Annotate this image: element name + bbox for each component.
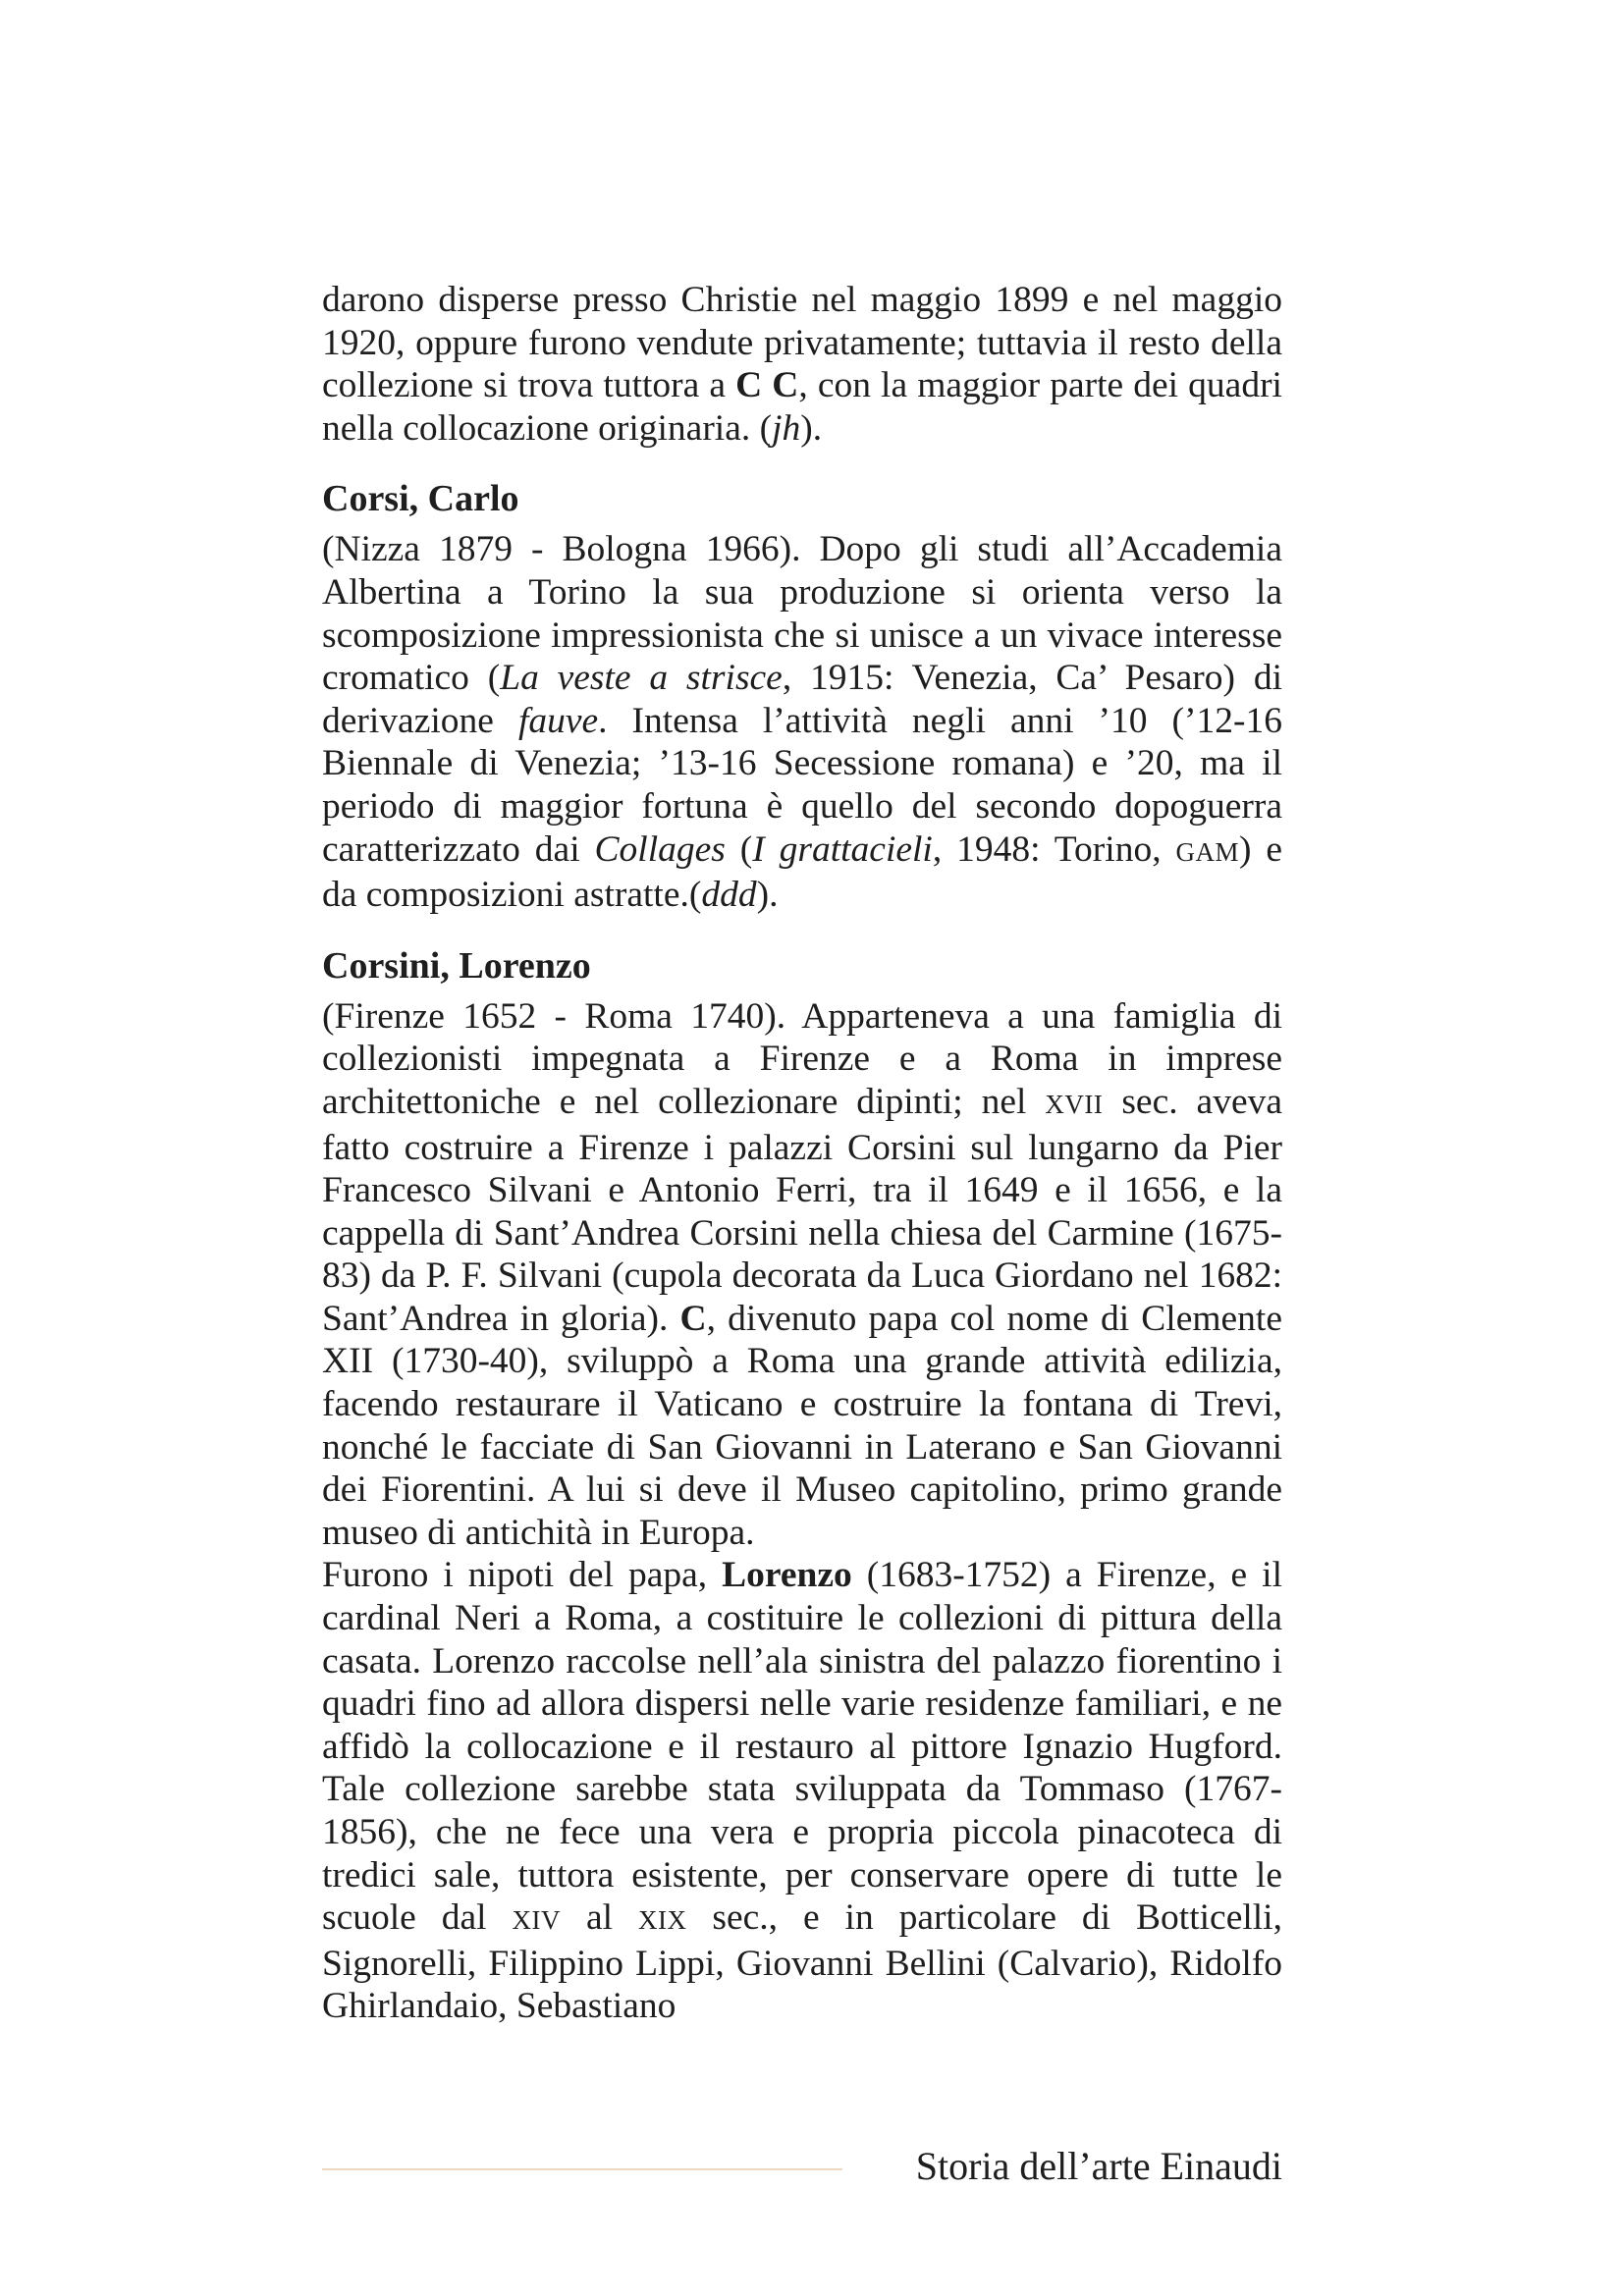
footer-rule xyxy=(322,2168,842,2170)
corsini-p1-abbrev-bold: C xyxy=(679,1298,707,1339)
intro-text-3: ). xyxy=(800,407,823,449)
corsi-term-collages: Collages xyxy=(594,828,726,870)
intro-abbrev-bold: C C xyxy=(735,365,799,406)
entry-body-corsini-lorenzo-1 xyxy=(322,995,1282,1555)
entry-heading-corsini-lorenzo: Corsini, Lorenzo xyxy=(322,944,591,987)
corsini-p2-text-1: Furono i nipoti del papa, xyxy=(322,1555,723,1596)
corsi-text-3: . Intensa l’attività negli anni ’10 (’12-16 Biennale di Venezia; ’13-16 Secessione romana) e ’20, ma il periodo di maggior fortuna è quello del secondo dopoguerra caratterizzato dai xyxy=(322,700,1283,870)
corsi-text-1: (Nizza 1879 - Bologna 1966). Dopo gli studi all’Accademia Albertina a Torino la sua produzione si orienta verso la scomposizione impressionista che si unisce a un vivace interesse cromatico ( xyxy=(322,529,1282,699)
corsini-p1-text-2: sec. aveva fatto costruire a Firenze i palazzi Corsini sul lungarno da Pier Francesco Silvani e Antonio Ferri, tra il 1649 e il 1656, e la cappella di Sant’Andrea Corsini nella chiesa del Carmine (1675-83) da P. F. Silvani (cupola decorata da Luca Giordano nel 1682: Sant’Andrea in gloria). xyxy=(322,1081,1282,1339)
corsi-text-6: ) e da composizioni astratte.( xyxy=(322,828,1283,916)
entry-body-corsini-lorenzo-2 xyxy=(322,1554,1282,2028)
corsi-text-2: , 1915: Venezia, Ca’ Pesaro) di derivazione xyxy=(322,658,1282,741)
text-column xyxy=(322,279,1282,2028)
corsini-p2-name-bold: Lorenzo xyxy=(722,1555,852,1596)
intro-paragraph xyxy=(322,279,1282,450)
corsini-p2-text-2: (1683-1752) a Firenze, e il cardinal Neri a Roma, a costituire le collezioni di pittura della casata. Lorenzo raccolse nell’ala sinistra del palazzo fiorentino i quadri fino ad allora dispersi nelle varie residenze familiari, e ne affidò la collocazione e il restauro al pittore Ignazio Hugford. Tale collezione sarebbe stata sviluppata da Tommaso (1767-1856), che ne fece una vera e propria piccola pinacoteca di tredici sale, tuttora esistente, per conservare opere di tutte le scuole dal xyxy=(322,1555,1282,1939)
corsi-term-fauve: fauve xyxy=(517,700,599,741)
corsini-p2-century-1: XIV xyxy=(512,1905,561,1936)
footer-title: Storia dell’arte Einaudi xyxy=(915,2144,1282,2188)
corsi-museum-abbrev: GAM xyxy=(1175,836,1239,867)
corsini-p2-century-2: XIX xyxy=(637,1905,687,1936)
intro-author-initials: jh xyxy=(772,407,801,449)
intro-text-1: darono disperse presso Christie nel maggio 1899 e nel maggio 1920, oppure furono vendute privatamente; tuttavia il resto della collezione si trova tuttora a xyxy=(322,280,1282,406)
corsi-artwork-title-2: I grattacieli xyxy=(752,828,933,870)
corsini-p2-text-3: al xyxy=(561,1897,638,1939)
corsi-text-5: , 1948: Torino, xyxy=(932,828,1176,870)
intro-text-2: , con la maggior parte dei quadri nella collocazione originaria. ( xyxy=(322,365,1282,449)
corsi-text-4: ( xyxy=(725,828,753,870)
corsi-artwork-title-1: La veste a strisce xyxy=(500,658,783,699)
corsi-author-initials: ddd xyxy=(701,875,757,916)
corsini-p1-century-1: XVII xyxy=(1045,1089,1104,1119)
entry-body-corsi-carlo xyxy=(322,528,1282,916)
entry-heading-corsi-carlo: Corsi, Carlo xyxy=(322,478,519,520)
corsini-p2-text-4: sec., e in particolare di Botticelli, Signorelli, Filippino Lippi, Giovanni Bellini (Calvario), Ridolfo Ghirlandaio, Sebastiano xyxy=(322,1897,1282,2027)
corsini-p1-text-3: , divenuto papa col nome di Clemente XII (1730-40), sviluppò a Roma una grande attività edilizia, facendo restaurare il Vaticano e costruire la fontana di Trevi, nonché le facciate di San Giovanni in Laterano e San Giovanni dei Fiorentini. A lui si deve il Museo capitolino, primo grande museo di antichità in Europa. xyxy=(322,1298,1282,1553)
corsi-text-7: ). xyxy=(756,875,779,916)
corsini-p1-text-1: (Firenze 1652 - Roma 1740). Apparteneva a una famiglia di collezionisti impegnata a Firenze e a Roma in imprese architettoniche e nel collezionare dipinti; nel xyxy=(322,995,1282,1122)
